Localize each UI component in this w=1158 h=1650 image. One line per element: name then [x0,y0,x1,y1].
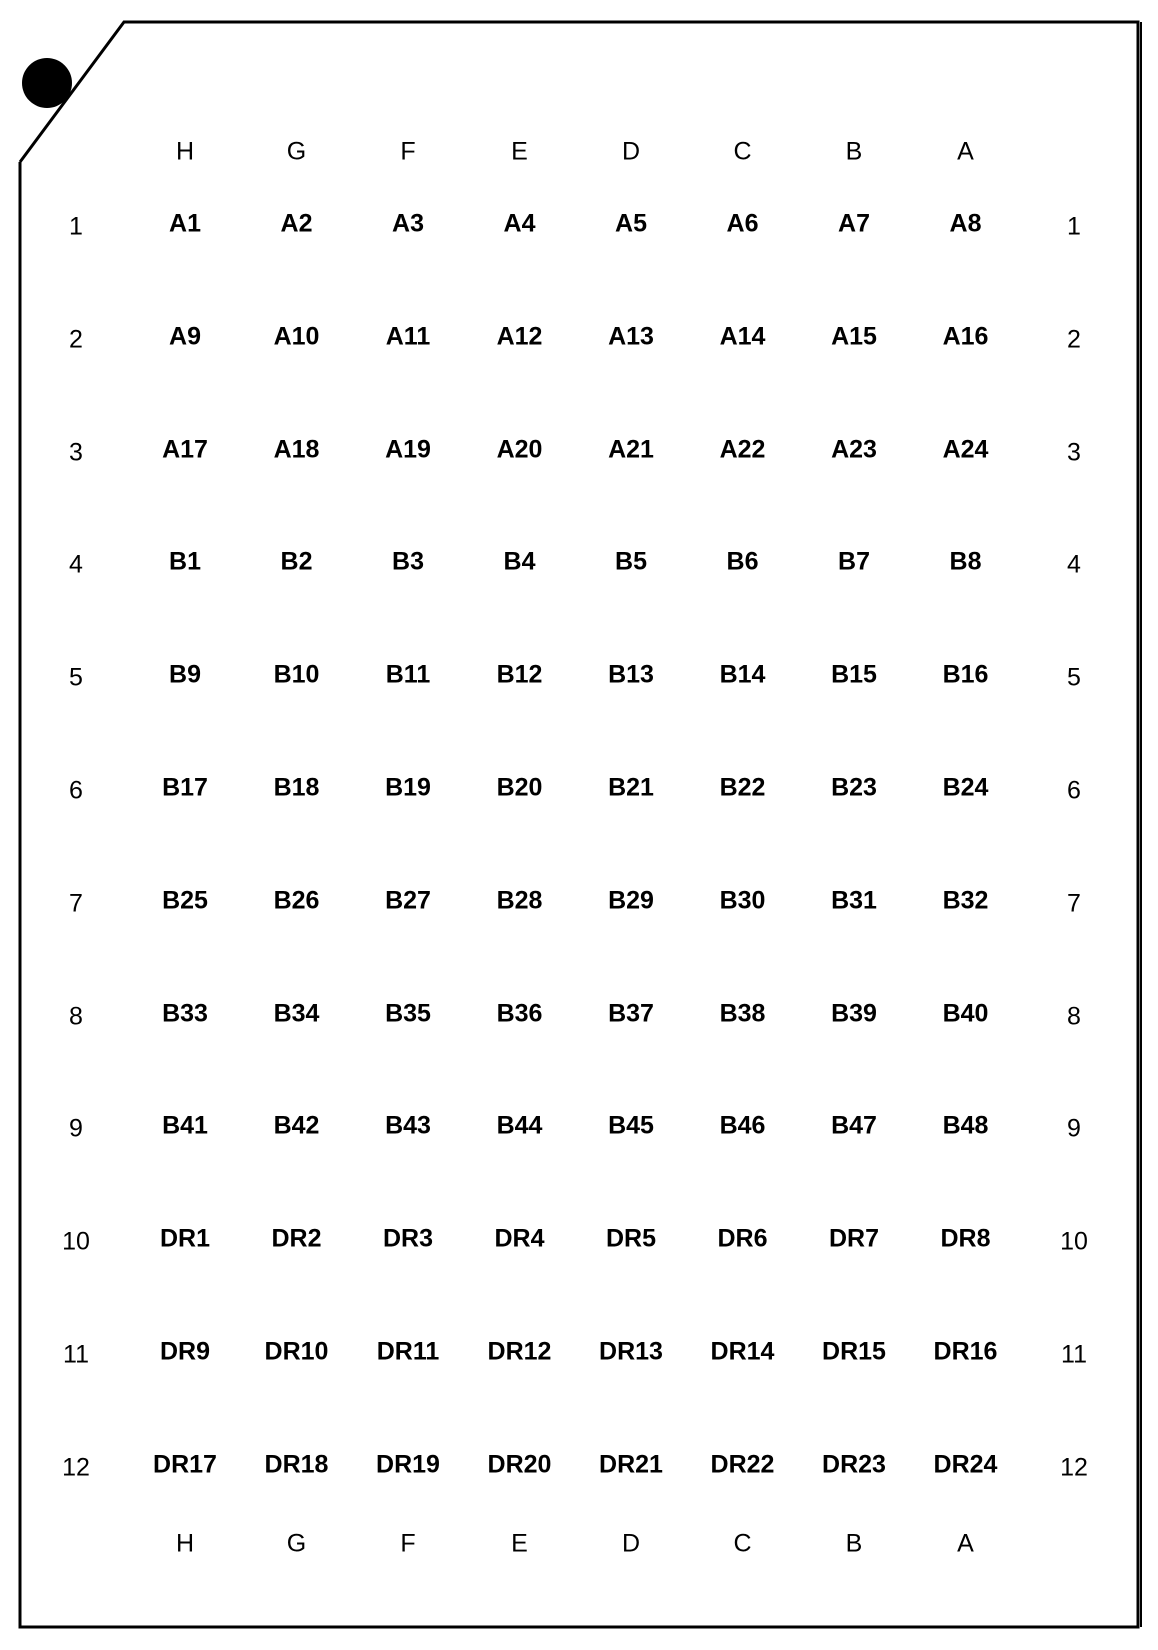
pin-label: A16 [942,322,989,351]
pin-label: DR14 [710,1337,775,1366]
pin-one-marker-dot [22,58,72,108]
column-header-bottom: A [957,1529,974,1558]
pin-label: A21 [608,435,654,464]
outline-border [20,22,1138,1627]
pin-label: DR19 [376,1450,440,1479]
pin-label: A17 [162,435,208,464]
row-header-right: 4 [1067,550,1081,579]
column-header-top: H [175,137,195,166]
column-header-bottom: D [621,1529,641,1558]
pin-label: B8 [949,547,982,576]
pin-label: DR5 [605,1224,657,1253]
pin-label: B48 [942,1111,989,1140]
pin-label: B18 [273,773,320,802]
pin-label: B9 [169,660,201,689]
pin-label: B2 [280,547,313,576]
row-header-right: 3 [1067,438,1081,467]
pin-label: B34 [273,999,320,1028]
pin-label: DR11 [376,1337,440,1366]
column-header-top: B [845,137,863,166]
pin-label: B36 [496,999,543,1028]
pin-label: DR12 [487,1337,552,1366]
pin-label: A13 [608,322,654,351]
pin-label: A10 [273,322,320,351]
pin-label: B6 [726,547,759,576]
pin-label: DR6 [717,1224,768,1253]
row-header-right: 8 [1067,1002,1081,1031]
row-header-right: 12 [1060,1453,1088,1482]
pin-label: B14 [719,660,766,689]
pin-label: DR2 [271,1224,322,1253]
pin-label: B17 [162,773,208,802]
pin-label: B11 [385,660,431,689]
pin-label: A14 [719,322,766,351]
pin-label: A8 [949,209,982,238]
column-header-top: A [957,137,974,166]
pin-label: B5 [615,547,647,576]
pin-label: B12 [496,660,543,689]
pin-label: A1 [169,209,201,238]
pin-label: B35 [385,999,431,1028]
pin-label: A24 [942,435,989,464]
row-header-left: 3 [69,438,83,467]
column-header-top: C [733,137,752,166]
pin-label: B29 [608,886,654,915]
row-header-right: 2 [1067,325,1081,354]
pin-label: B31 [831,886,877,915]
column-header-bottom: G [286,1529,307,1558]
pin-label: B15 [831,660,877,689]
pin-label: B16 [942,660,989,689]
pin-label: DR7 [828,1224,880,1253]
pin-label: DR8 [940,1224,991,1253]
pin-label: B30 [719,886,766,915]
row-header-right: 10 [1060,1227,1088,1256]
row-header-left: 11 [63,1340,89,1369]
column-header-top: F [400,137,416,166]
pin-label: B41 [162,1111,208,1140]
pin-label: DR24 [933,1450,998,1479]
pin-label: A5 [615,209,647,238]
pin-label: DR3 [382,1224,434,1253]
pin-label: A22 [719,435,766,464]
row-header-left: 12 [62,1453,90,1482]
pin-label: B20 [496,773,543,802]
pin-label: DR22 [710,1450,775,1479]
row-header-left: 5 [69,663,83,692]
row-header-right: 5 [1067,663,1081,692]
pin-label: B28 [496,886,543,915]
pin-label: B25 [162,886,208,915]
row-header-left: 10 [62,1227,90,1256]
pin-label: B23 [831,773,877,802]
row-header-right: 6 [1067,776,1081,805]
column-header-top: E [511,137,528,166]
pin-label: DR20 [487,1450,552,1479]
pin-label: B40 [942,999,989,1028]
pin-label: A15 [831,322,877,351]
row-header-left: 7 [69,889,83,918]
pin-label: DR9 [159,1337,211,1366]
pin-label: DR23 [822,1450,886,1479]
row-header-left: 2 [69,325,83,354]
pin-label: B3 [392,547,424,576]
pin-label: B39 [831,999,877,1028]
pin-label: A12 [496,322,543,351]
pin-label: B27 [385,886,431,915]
pin-label: B19 [385,773,431,802]
pin-label: DR16 [933,1337,998,1366]
pin-label: DR10 [264,1337,329,1366]
row-header-left: 1 [69,212,83,241]
pin-label: B26 [273,886,320,915]
pin-label: DR13 [599,1337,663,1366]
pin-label: DR15 [822,1337,886,1366]
pin-label: DR21 [599,1450,663,1479]
column-header-bottom: E [511,1529,528,1558]
pin-label: DR4 [494,1224,545,1253]
column-header-bottom: C [733,1529,752,1558]
pin-label: B44 [496,1111,543,1140]
column-header-top: D [621,137,641,166]
row-header-right: 9 [1067,1114,1081,1143]
pin-label: B4 [503,547,536,576]
pin-label: A3 [392,209,424,238]
pin-label: A2 [280,209,313,238]
row-header-left: 6 [69,776,83,805]
pin-label: A6 [726,209,759,238]
pin-label: A4 [503,209,536,238]
pin-label: DR18 [264,1450,329,1479]
pin-label: B1 [169,547,201,576]
row-header-left: 8 [69,1002,83,1031]
row-header-right: 7 [1067,889,1081,918]
pin-label: B24 [942,773,989,802]
pin-label: B33 [162,999,208,1028]
pin-label: A19 [385,435,431,464]
column-header-bottom: F [400,1529,416,1558]
pin-label: B37 [608,999,654,1028]
row-header-right: 11 [1061,1340,1087,1369]
pin-label: B13 [608,660,654,689]
column-header-bottom: H [175,1529,195,1558]
pin-label: A9 [169,322,201,351]
pin-label: A23 [831,435,877,464]
pin-label: A20 [496,435,543,464]
pin-label: B45 [608,1111,654,1140]
row-header-right: 1 [1067,212,1081,241]
pin-label: B10 [273,660,320,689]
pin-label: A11 [385,322,431,351]
pin-label: B21 [608,773,654,802]
pin-label: B38 [719,999,766,1028]
pin-label: A18 [273,435,320,464]
row-header-left: 4 [69,550,83,579]
pin-label: B22 [719,773,766,802]
pin-label: B46 [719,1111,766,1140]
pin-label: DR1 [159,1224,211,1253]
column-header-top: G [286,137,307,166]
pin-label: B47 [831,1111,877,1140]
pin-label: B43 [385,1111,431,1140]
row-header-left: 9 [69,1114,83,1143]
pin-label: B42 [273,1111,320,1140]
column-header-bottom: B [845,1529,863,1558]
pin-label: A7 [838,209,870,238]
pin-label: B32 [942,886,989,915]
pin-label: DR17 [153,1450,217,1479]
pin-label: B7 [838,547,870,576]
